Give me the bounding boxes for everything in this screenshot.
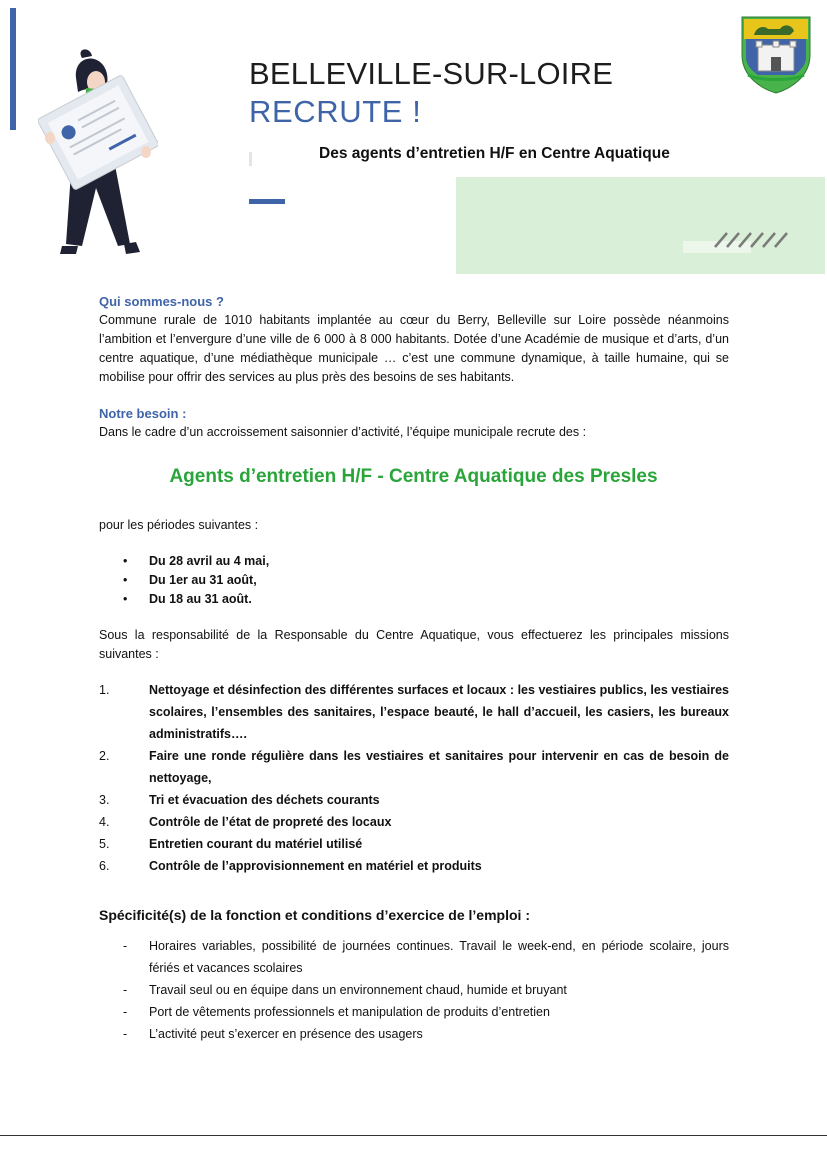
mission-text: Contrôle de l’état de propreté des locaux [149,815,392,829]
about-text: Commune rurale de 1010 habitants implantée au cœur du Berry, Belleville sur Loire possède néanmoins l’ambition et l’envergure d’une ville de 6 000 à 8 000 habitants. Dotée d’une Académie de musique et d’arts, d’un centre aquatique, d’une médiathèque municipale … c’est une commune dynamique, à taille humaine, qui se mobilise pour offrir des services au plus près des besoins de ses habitants. [99,313,729,384]
need-heading: Notre besoin : [99,406,187,421]
mission-number: 2. [99,749,110,763]
about-section [99,292,729,387]
mission-text: Nettoyage et désinfection des différentes surfaces et locaux : les vestiaires publics, les vestiaires scolaires, l’ensembles des sanitaires, l’espace beauté, le hall d’accueil, les casiers, les bureaux administratifs…. [149,683,729,741]
missions-section [99,626,729,877]
conditions-section [99,906,729,1045]
mission-item [99,679,729,745]
period-item: • Du 1er au 31 août, [99,571,729,590]
mission-text: Entretien courant du matériel utilisé [149,837,363,851]
job-title: Agents d’entretien H/F - Centre Aquatique des Presles [169,466,658,487]
mission-number: 3. [99,793,110,807]
mission-number: 1. [99,683,110,697]
left-accent-bar [10,8,16,130]
missions-list [99,679,729,877]
about-heading: Qui sommes-nous ? [99,294,224,309]
mission-number: 5. [99,837,110,851]
recruiter-illustration-icon [38,48,158,266]
condition-item: - Travail seul ou en équipe dans un environnement chaud, humide et bruyant [99,979,729,1001]
periods-intro: pour les périodes suivantes : [99,518,259,532]
conditions-heading: Spécificité(s) de la fonction et conditions d’exercice de l’emploi : [99,907,530,923]
town-title: BELLEVILLE-SUR-LOIRE [249,56,614,91]
periods-section [99,516,729,609]
mission-item [99,833,729,855]
mission-item [99,745,729,789]
mission-text: Tri et évacuation des déchets courants [149,793,380,807]
mission-item [99,855,729,877]
decorative-tick [249,152,252,166]
condition-item: - Horaires variables, possibilité de journées continues. Travail le week-end, en période scolaire, jours fériés et vacances scolaires [99,935,729,979]
period-item: • Du 28 avril au 4 mai, [99,552,729,571]
recruits-title: RECRUTE ! [249,94,422,129]
period-item: • Du 18 au 31 août. [99,590,729,609]
page-subtitle: Des agents d’entretien H/F en Centre Aquatique [319,145,670,162]
short-accent-bar [249,199,285,204]
condition-item: - Port de vêtements professionnels et manipulation de produits d’entretien [99,1001,729,1023]
footer-divider [0,1135,827,1136]
need-text: Dans le cadre d’un accroissement saisonnier d’activité, l’équipe municipale recrute des : [99,425,587,439]
town-crest-icon [740,15,812,95]
mission-text: Contrôle de l’approvisionnement en matériel et produits [149,859,482,873]
green-banner [456,177,825,274]
mission-item [99,811,729,833]
mission-item [99,789,729,811]
conditions-list [99,935,729,1045]
need-section [99,404,729,442]
condition-item: - L’activité peut s’exercer en présence des usagers [99,1023,729,1045]
mission-number: 6. [99,859,110,873]
missions-intro: Sous la responsabilité de la Responsable du Centre Aquatique, vous effectuerez les principales missions suivantes : [99,628,729,661]
periods-list [99,552,729,609]
mission-text: Faire une ronde régulière dans les vestiaires et sanitaires pour intervenir en cas de besoin de nettoyage, [149,749,729,785]
hatch-marks-icon [713,229,793,249]
mission-number: 4. [99,815,110,829]
